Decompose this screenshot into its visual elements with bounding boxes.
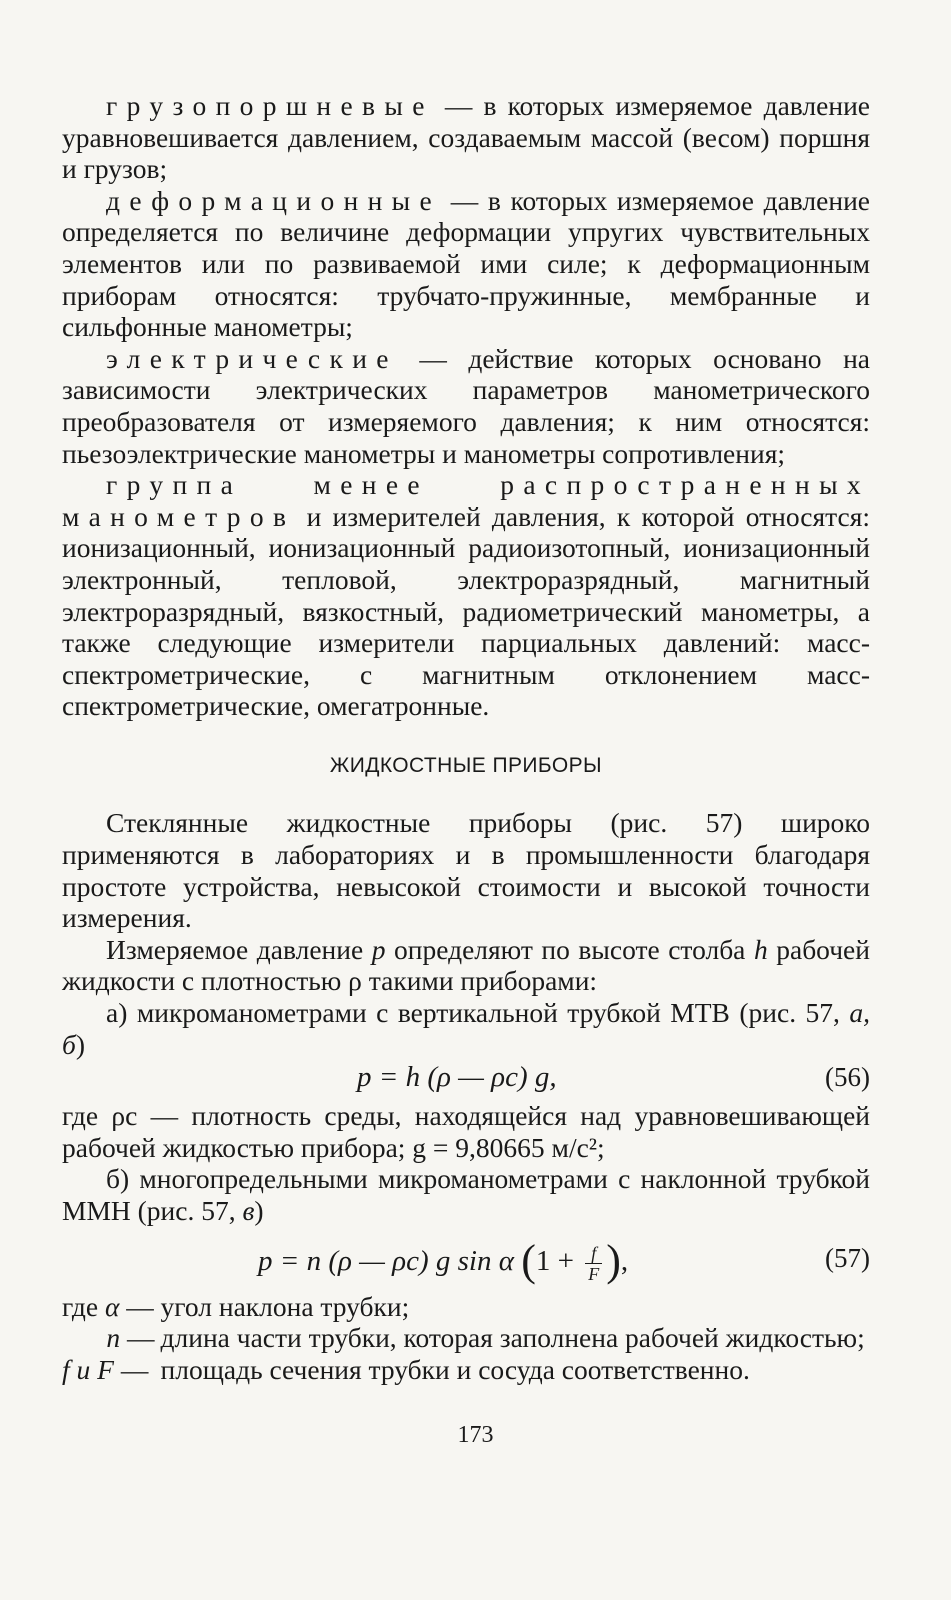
paragraph-deformation (62, 185, 870, 343)
paragraph-item-a (62, 997, 870, 1060)
item-a-close: ) (75, 1028, 86, 1060)
formula-56 (62, 1060, 870, 1100)
definition-text-f: площадь сечения трубки и сосуда соответственно. (160, 1353, 750, 1385)
page-number: 173 (457, 1422, 494, 1448)
paragraph-measure (62, 934, 870, 997)
paragraph-electric (62, 343, 870, 469)
definition-text-alpha: угол наклона трубки; (160, 1290, 410, 1322)
definition-symbol-f: f и F (62, 1353, 114, 1385)
definition-dash-f: — (113, 1353, 149, 1385)
item-b-text: б) многопредельными микроманометрами с наклонной трубкой ММН (рис. 57, (62, 1163, 870, 1226)
definition-row-alpha (62, 1291, 870, 1323)
definition-row-n (62, 1322, 870, 1354)
item-a-text: а) микроманометрами с вертикальной трубкой МТВ (рис. 57, (106, 997, 850, 1029)
formula-57-fraction (585, 1243, 602, 1284)
formula-56-expression: p = h (ρ — ρc) g, (357, 1061, 557, 1094)
definition-dash-alpha: — (119, 1290, 154, 1322)
text-deformation: — в которых измеряемое давление определяется по величине деформации упругих чувствительных элементов или по развиваемой ими силе; к деформационным приборам относятся: трубчато-пружинные, мембранные и сильфонные манометры; (62, 184, 870, 343)
formula-57-one: 1 + (535, 1244, 582, 1277)
term-weight-piston: грузопоршневые (106, 90, 434, 121)
formula-57-open-paren: ( (521, 1235, 536, 1285)
item-b-ref: в (242, 1195, 255, 1226)
text-weight-piston: — в которых измеряемое давление уравновешивается давлением, создаваемым массой (весом) поршня и грузов; (62, 90, 870, 185)
measure-pre: Измеряемое давление (106, 933, 372, 965)
term-other-group: группа менее распространенных манометров (62, 469, 870, 532)
paragraph-other-group (62, 469, 870, 722)
section-heading: ЖИДКОСТНЫЕ ПРИБОРЫ (329, 753, 603, 777)
item-b-close: ) (254, 1195, 264, 1226)
measure-symbol-p: p (371, 933, 386, 965)
text-electric: — действие которых основано на зависимости электрических параметров манометрического преобразователя от измеряемого давления; к ним относятся: пьезоэлектрические манометры и манометры сопротивления; (62, 342, 870, 469)
definition-symbol-alpha: α (104, 1290, 120, 1322)
definition-term-n (62, 1322, 161, 1354)
paragraph-where-56: где ρс — плотность среды, находящейся над уравновешивающей рабочей жидкостью прибора; g = 9,80665 м/с²; (62, 1100, 870, 1163)
page-body (62, 90, 870, 1385)
definition-text-n: длина части трубки, которая заполнена рабочей жидкостью; (160, 1322, 865, 1354)
formula-57-number: (57) (825, 1242, 870, 1273)
measure-symbol-h: h (753, 933, 768, 965)
item-a-refs: а, б (62, 997, 870, 1060)
formula-56-number: (56) (825, 1062, 870, 1093)
paragraph-weight-piston (62, 90, 870, 185)
formula-57-fraction-numerator: f (585, 1243, 602, 1264)
term-electric: электрические (106, 342, 398, 374)
formula-57 (62, 1233, 870, 1291)
formula-57-left: p = n (ρ — ρc) g sin α (258, 1244, 514, 1277)
text-other-group: и измерителей давления, к которой относятся: ионизационный, ионизационный радиоизотопный, ионизационный электронный, тепловой, электроразрядный, магнитный электроразрядный, вязкостный, радиометрический манометры, а также следующие измерители парциальных давлений: масс-спектрометрические, с магнитным отклонением масс-спектрометрические, омегатронные. (62, 500, 870, 722)
definition-term-alpha (62, 1291, 161, 1323)
paragraph-intro: Стеклянные жидкостные приборы (рис. 57) широко применяются в лабораториях и в промышленности благодаря простоте устройства, невысокой стоимости и высокой точности измерения. (62, 807, 870, 934)
definition-row-f (62, 1354, 870, 1386)
definition-term-f (62, 1354, 161, 1386)
measure-post: рабочей жидкости с плотностью ρ такими приборами: (62, 933, 870, 997)
formula-57-expression (258, 1235, 629, 1285)
term-deformation: деформационные (106, 184, 442, 216)
formula-57-fraction-denominator: F (588, 1263, 600, 1284)
formula-57-comma: , (620, 1244, 629, 1277)
definition-dash-n: — (120, 1322, 155, 1354)
definition-symbol-n: n (106, 1322, 121, 1354)
formula-57-close-paren: ) (606, 1235, 621, 1285)
measure-mid: определяют по высоте столба (385, 933, 754, 965)
definitions-list (62, 1291, 870, 1386)
definition-pre-alpha: где (62, 1290, 105, 1322)
paragraph-item-b (62, 1163, 870, 1226)
